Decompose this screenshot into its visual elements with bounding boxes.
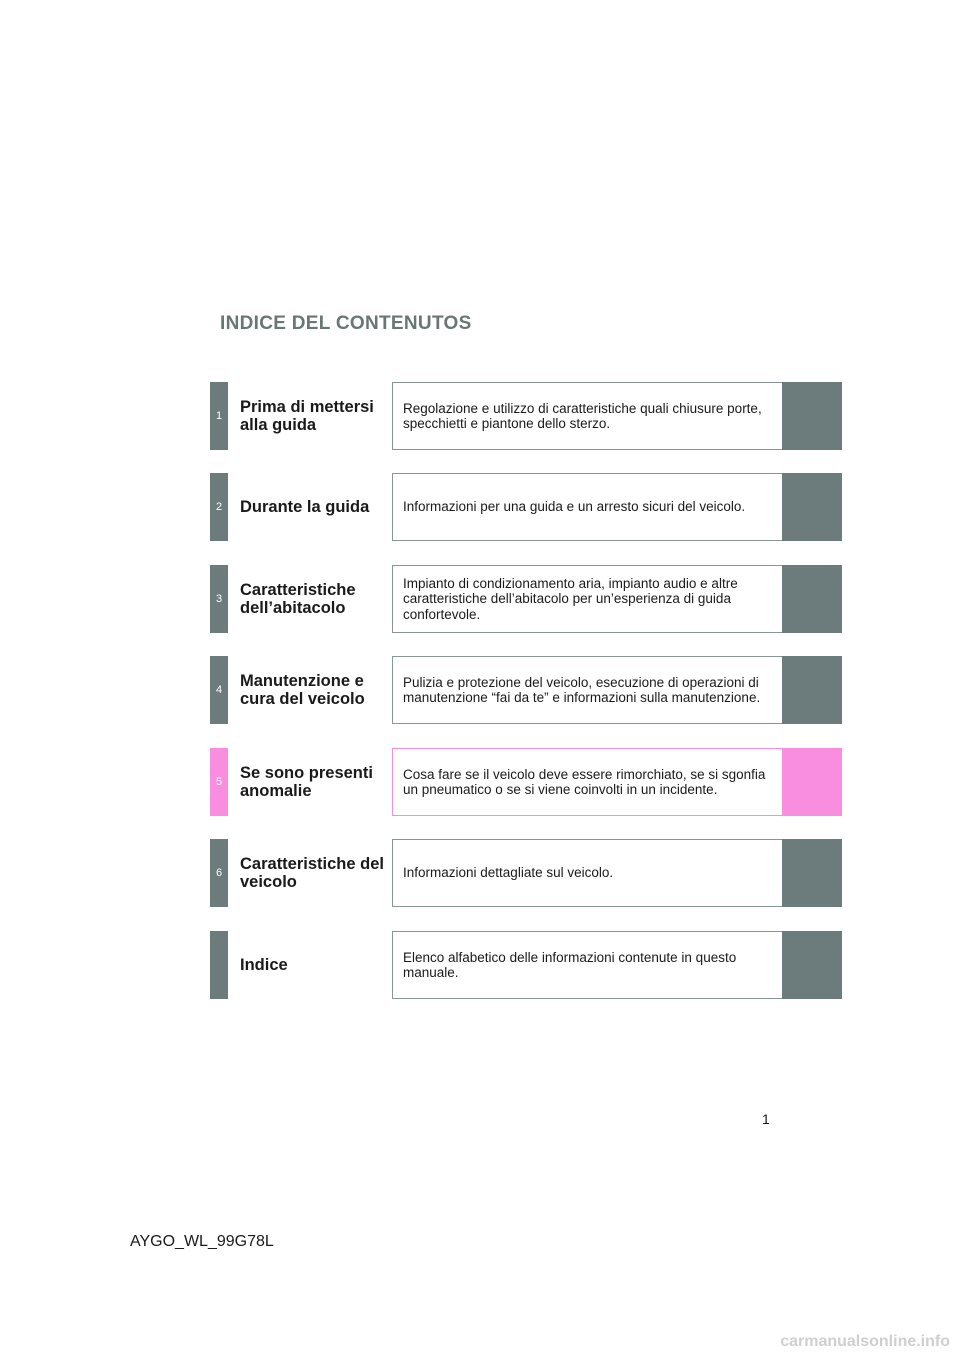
chapter-description: [392, 931, 793, 999]
toc-row-3[interactable]: [210, 565, 842, 633]
chapter-description-text: Impianto di condizionamento aria, impianto audio e altre caratteristiche dell’abitacolo per un’esperienza di guida confortevole.: [403, 575, 738, 622]
chapter-title[interactable]: Caratteristiche dell’abitacolo: [240, 581, 356, 617]
chapter-title[interactable]: Durante la guida: [240, 498, 370, 516]
chapter-title[interactable]: Manutenzione e cura del veicolo: [240, 672, 365, 708]
chapter-tab[interactable]: [782, 656, 842, 724]
chapter-number: 3: [210, 565, 228, 633]
chapter-number: 4: [210, 656, 228, 724]
chapter-description-text: Pulizia e protezione del veicolo, esecuzione di operazioni di manutenzione “fai da te” e informazioni sulla manutenzione.: [403, 674, 761, 705]
chapter-tab[interactable]: [782, 382, 842, 450]
chapter-description: [392, 839, 793, 907]
chapter-number: 6: [210, 839, 228, 907]
watermark: carmanualsonline.info: [780, 1333, 950, 1350]
chapter-tab[interactable]: [782, 565, 842, 633]
toc-row-2[interactable]: [210, 473, 842, 541]
chapter-title[interactable]: Caratteristiche del veicolo: [240, 855, 384, 891]
chapter-number: 5: [210, 748, 228, 816]
toc-row-6[interactable]: [210, 839, 842, 907]
toc-row-1[interactable]: [210, 382, 842, 450]
chapter-tab[interactable]: [782, 931, 842, 999]
page-title: INDICE DEL CONTENUTOS: [220, 313, 472, 334]
chapter-tab[interactable]: [782, 748, 842, 816]
page-number: 1: [762, 1111, 770, 1127]
chapter-description: [392, 565, 793, 633]
chapter-description-text: Elenco alfabetico delle informazioni contenute in questo manuale.: [403, 949, 737, 980]
chapter-title[interactable]: Indice: [240, 956, 288, 974]
chapter-number: 1: [210, 382, 228, 450]
toc-row-index[interactable]: [210, 931, 842, 999]
document-code: AYGO_WL_99G78L: [130, 1233, 274, 1250]
chapter-description-text: Informazioni per una guida e un arresto sicuri del veicolo.: [403, 499, 746, 515]
chapter-description: [392, 473, 793, 541]
chapter-description-text: Informazioni dettagliate sul veicolo.: [403, 865, 614, 881]
chapter-description-text: Regolazione e utilizzo di caratteristiche quali chiusure porte, specchietti e piantone dello sterzo.: [403, 400, 762, 431]
chapter-title[interactable]: Prima di mettersi alla guida: [240, 398, 374, 434]
chapter-description: [392, 748, 793, 816]
chapter-description: [392, 656, 793, 724]
chapter-description-text: Cosa fare se il veicolo deve essere rimorchiato, se si sgonfia un pneumatico o se si viene coinvolti in un incidente.: [403, 766, 766, 797]
chapter-description: [392, 382, 793, 450]
toc-row-4[interactable]: [210, 656, 842, 724]
chapter-tab[interactable]: [782, 473, 842, 541]
chapter-title[interactable]: Se sono presenti anomalie: [240, 764, 373, 800]
chapter-tab[interactable]: [782, 839, 842, 907]
chapter-number: 2: [210, 473, 228, 541]
toc-row-5[interactable]: [210, 748, 842, 816]
chapter-number: [210, 931, 228, 999]
